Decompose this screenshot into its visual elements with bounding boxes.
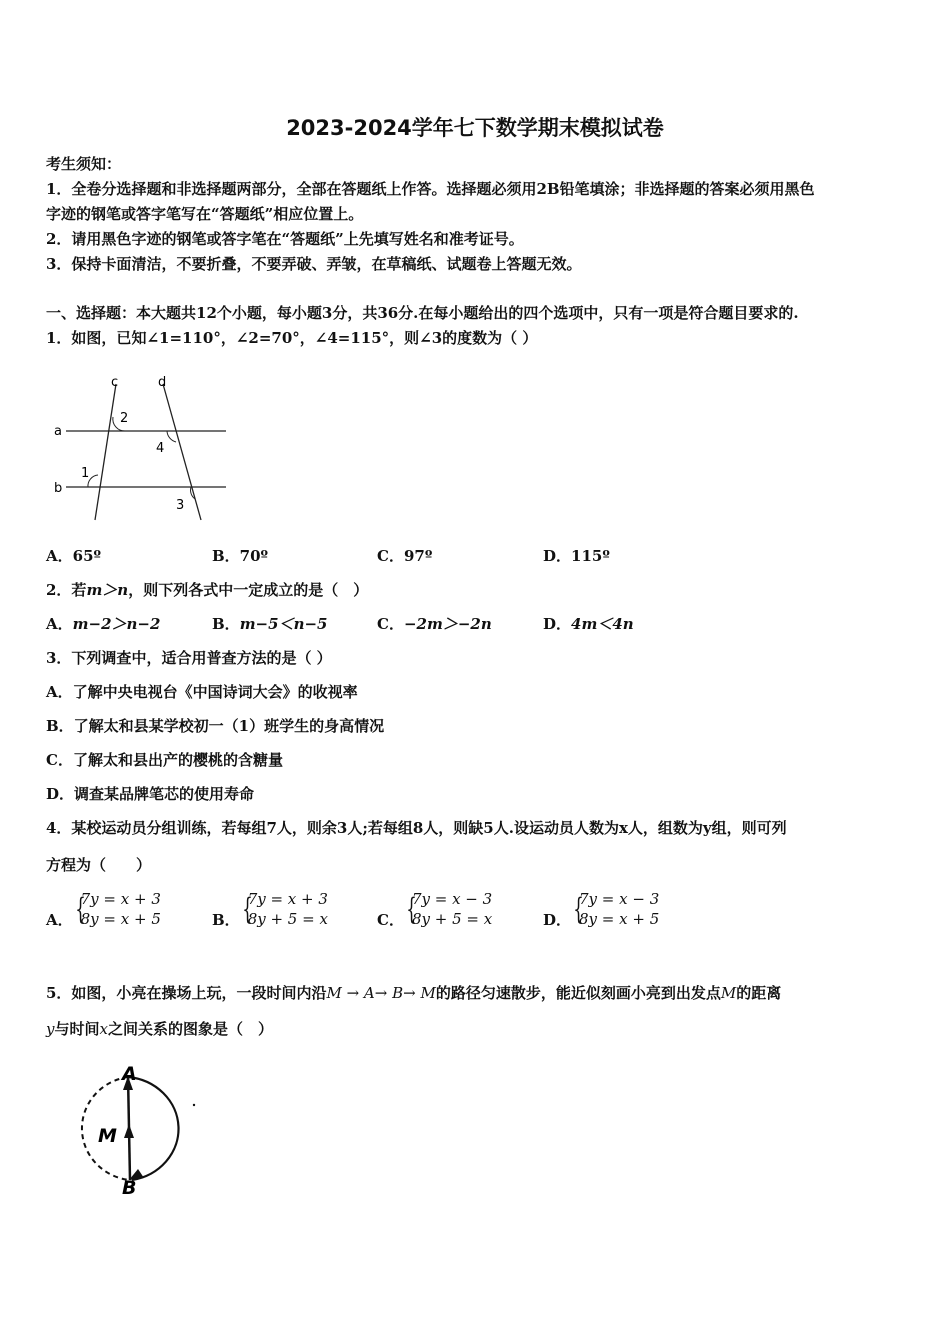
q4-option-a-system (73, 889, 161, 929)
q5-path: M → A→ B→ M (326, 984, 436, 1002)
q2-option-b (212, 613, 327, 634)
page-title: 2023-2024学年七下数学期末模拟试卷 (286, 116, 664, 140)
q4-option-c-system (404, 889, 492, 929)
label-B: B (122, 1177, 137, 1199)
notice-item-1: 1．全卷分选择题和非选择题两部分，全部在答题纸上作答。选择题必须用2B铅笔填涂；非选择题的答案必须用黑色 (46, 180, 815, 198)
q4-stem-line-2: 方程为（ ） (46, 856, 152, 874)
q4-option-d-letter: D． (543, 911, 572, 929)
q4-option-b-letter: B． (212, 911, 240, 929)
q1-option-d: D．115º (543, 547, 610, 565)
label-M: M (98, 1125, 117, 1147)
q2-stem-math: m＞n (86, 581, 129, 599)
q2-option-d (543, 613, 634, 634)
q2-option-d-expr: 4m＜4n (571, 615, 634, 633)
notice-item-1-cont: 字迹的钢笔或答字笔写在“答题纸”相应位置上。 (46, 205, 364, 223)
q1-stem: 1．如图，已知∠1=110°，∠2=70°，∠4=115°，则∠3的度数为（ ） (46, 329, 538, 347)
q2-option-b-expr: m−5＜n−5 (239, 615, 328, 633)
q4-option-c-eq2: 8y + 5 = x (411, 910, 493, 928)
q5-stem-line-2 (46, 1018, 273, 1039)
section-heading: 一、选择题：本大题共12个小题，每小题3分，共36分.在每小题给出的四个选项中，只有一项是符合题目要求的. (46, 304, 799, 322)
q5-stem-c: 的距离 (736, 984, 782, 1002)
notice-item-2: 2．请用黑色字迹的钢笔或答字笔在“答题纸”上先填写姓名和准考证号。 (46, 230, 524, 248)
q4-option-b-eq2: 8y + 5 = x (247, 910, 328, 928)
q4-option-b-system (240, 889, 328, 929)
q3-stem: 3．下列调查中，适合用普查方法的是（ ） (46, 649, 332, 667)
label-a: a (54, 424, 62, 439)
q5-stem-line-1 (46, 982, 781, 1003)
q3-option-d: D．调查某品牌笔芯的使用寿命 (46, 785, 255, 803)
q5-stem-e: 之间关系的图象是（ ） (107, 1020, 273, 1038)
q5-var-y: y (46, 1020, 55, 1038)
q4-option-a (46, 889, 161, 929)
q2-option-a-letter: A． (46, 615, 73, 633)
label-d: d (158, 375, 167, 390)
q5-var-x: x (99, 1020, 108, 1038)
q2-option-a (46, 613, 160, 634)
q4-option-c (377, 889, 492, 929)
notice-heading: 考生须知： (46, 155, 122, 173)
q4-option-a-eq1: { 7y = x + 3 (80, 890, 161, 908)
q2-option-d-letter: D． (543, 615, 572, 633)
q4-option-c-letter: C． (377, 911, 404, 929)
angle-1-arc (88, 475, 98, 487)
label-A: A (122, 1063, 137, 1085)
q2-option-c (377, 613, 492, 634)
q4-option-a-letter: A． (46, 911, 73, 929)
q2-option-b-letter: B． (212, 615, 240, 633)
q1-figure (50, 370, 240, 530)
q1-option-c: C．97º (377, 547, 433, 565)
q1-option-a: A．65º (46, 547, 102, 565)
q3-option-b: B．了解太和县某学校初一（1）班学生的身高情况 (46, 717, 385, 735)
label-b: b (54, 481, 63, 496)
q5-stem-d: 与时间 (54, 1020, 100, 1038)
label-c: c (111, 375, 119, 390)
q2-stem-suffix: ，则下列各式中一定成立的是（ ） (128, 581, 369, 599)
q4-option-d (543, 889, 659, 929)
q2-stem (46, 579, 368, 600)
q4-option-d-eq1: { 7y = x − 3 (579, 890, 660, 908)
q4-stem-line-1: 4．某校运动员分组训练，若每组7人，则余3人;若每组8人，则缺5人.设运动员人数为x人，组数为y组，则可列 (46, 819, 787, 837)
q5-stem-b: 的路径匀速散步，能近似刻画小亮到出发点 (435, 984, 721, 1002)
label-angle-4: 4 (156, 441, 165, 456)
q4-option-b-eq1: { 7y = x + 3 (247, 890, 328, 908)
q5-stem-a: 5．如图，小亮在操场上玩，一段时间内沿 (46, 984, 327, 1002)
q2-option-c-expr: −2m＞−2n (403, 615, 492, 633)
line-c (95, 384, 116, 520)
label-angle-1: 1 (81, 466, 90, 481)
q3-option-a: A．了解中央电视台《中国诗词大会》的收视率 (46, 683, 358, 701)
label-angle-3: 3 (176, 498, 185, 513)
q2-stem-prefix: 2．若 (46, 581, 87, 599)
notice-item-3: 3．保持卡面清洁，不要折叠，不要弄破、弄皱，在草稿纸、试题卷上答题无效。 (46, 255, 582, 273)
q1-option-b: B．70º (212, 547, 269, 565)
q5-figure (62, 1060, 212, 1200)
angle-4-arc (167, 431, 176, 442)
q5-point: M (720, 984, 737, 1002)
q3-option-c: C．了解太和县出产的樱桃的含糖量 (46, 751, 283, 769)
q4-option-d-system (571, 889, 659, 929)
stray-dot (193, 1104, 195, 1106)
arrow-up-middle (124, 1124, 134, 1138)
solid-arc (128, 1077, 179, 1180)
label-angle-2: 2 (120, 411, 129, 426)
q4-option-c-eq1: { 7y = x − 3 (411, 890, 493, 908)
q4-option-d-eq2: 8y = x + 5 (579, 910, 660, 928)
q2-option-a-expr: m−2＞n−2 (72, 615, 161, 633)
q4-option-a-eq2: 8y = x + 5 (80, 910, 161, 928)
q2-option-c-letter: C． (377, 615, 404, 633)
q4-option-b (212, 889, 328, 929)
